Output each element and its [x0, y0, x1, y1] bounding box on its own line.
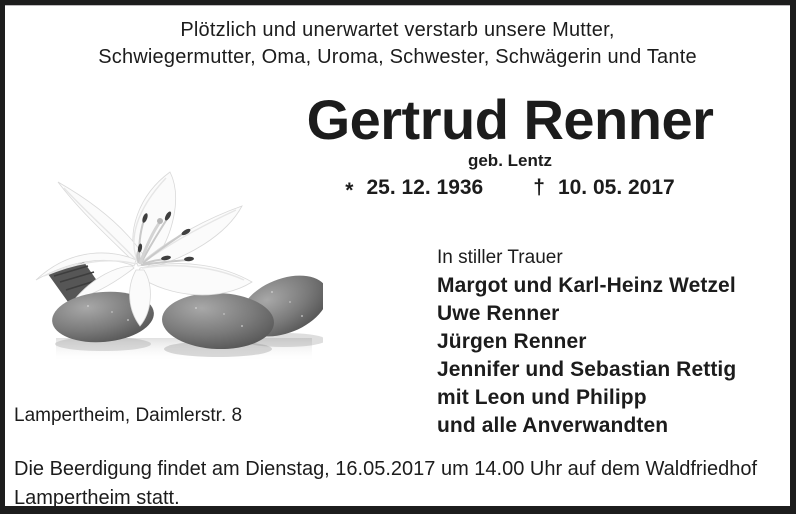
mourner-line: Jürgen Renner [437, 330, 587, 353]
intro-text [5, 17, 790, 71]
lily-on-stones-photo [28, 170, 323, 365]
died-cross-icon: † [533, 176, 545, 199]
deceased-name: Gertrud Renner [306, 88, 714, 151]
frame-inner-line [5, 5, 790, 6]
mourner-line: mit Leon und Philipp [437, 386, 647, 409]
death-date: 10. 05. 2017 [557, 176, 675, 199]
birth-date-group [345, 176, 483, 200]
address-line: Lampertheim, Daimlerstr. 8 [14, 405, 243, 426]
funeral-line-1: Die Beerdigung findet am Dienstag, 16.05.2017 um 14.00 Uhr auf dem Waldfriedhof [14, 458, 758, 480]
mourner-line: Jennifer und Sebastian Rettig [437, 358, 737, 381]
mourners-block [437, 244, 736, 440]
intro-line-1: Plötzlich und unerwartet verstarb unsere Mutter, [180, 19, 615, 41]
birth-date: 25. 12. 1936 [366, 176, 484, 199]
intro-line-2: Schwiegermutter, Oma, Uroma, Schwester, Schwägerin und Tante [98, 46, 697, 68]
lily-photo-graphic [28, 170, 323, 365]
funeral-info [14, 455, 792, 513]
born-star-icon: * [345, 179, 354, 202]
mourning-intro: In stiller Trauer [437, 247, 563, 268]
mourner-line: Margot und Karl-Heinz Wetzel [437, 274, 736, 297]
death-date-group [533, 176, 674, 200]
mourner-line: Uwe Renner [437, 302, 560, 325]
mourner-line: und alle Anverwandten [437, 414, 669, 437]
maiden-name: geb. Lentz [467, 151, 553, 170]
funeral-line-2: Lampertheim statt. [14, 487, 180, 509]
